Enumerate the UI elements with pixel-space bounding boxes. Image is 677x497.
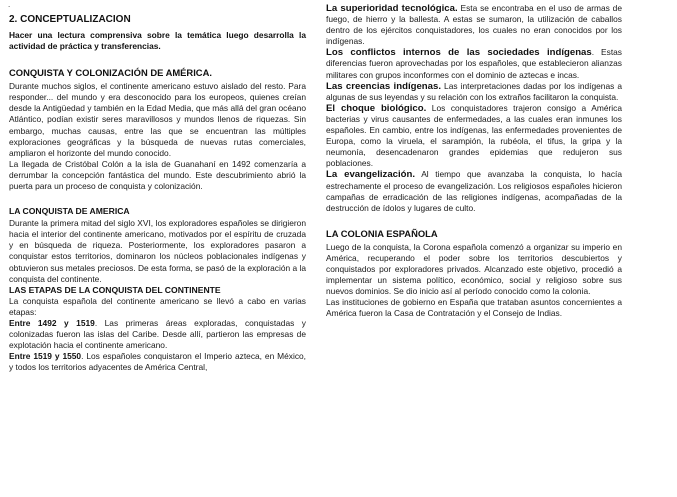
paragraph-organizacion-imperio: Luego de la conquista, la Corona española comenzó a organizar su imperio en América, recuperando el poder sobre los territorios descubiertos y conquistados por exploradores privados. Alcanzado este objetivo, procedió a implementar un sistema político, económico, social y religioso sobre sus nuevos dominios. Se dio inicio así al período conocido como la colonia. xyxy=(326,241,622,297)
bio-label: El choque biológico. xyxy=(326,102,427,114)
section-title: 2. CONCEPTUALIZACION xyxy=(9,14,131,25)
bio-text: Los conquistadores trajeron consigo a América bacterias y virus causantes de enfermedades, a las cuales eran inmunes los españoles. En cambio, entre los indígenas, las enfermedades provenientes de Europa, como la viruela, el sarampión, la rubéola, el tifus, la gripa y la neumonía, desencadenaron grandes epidemias que redujeron sus poblaciones. xyxy=(326,102,622,169)
evang-text: Al tiempo que avanzaba la conquista, lo hacía estrechamente el proceso de evangelización. Los religiosos españoles hicieron campañas de erradicación de las religiones indígenas, acompañadas de la destrucción de ídolos y lugares de culto. xyxy=(326,169,623,213)
heading-colonia-espanola: LA COLONIA ESPAÑOLA xyxy=(326,227,438,239)
tech-label: La superioridad tecnológica. xyxy=(326,3,458,14)
right-column xyxy=(326,0,622,319)
heading-conquista-america: LA CONQUISTA DE AMERICA xyxy=(9,206,130,217)
paragraph-etapas-intro: La conquista española del continente americano se llevó a cabo en varias etapas: xyxy=(9,295,306,317)
paragraph-superioridad-tecnologica xyxy=(326,3,622,47)
paragraph-continente-aislado: Durante muchos siglos, el continente americano estuvo aislado del resto. Para responder... del mundo y era desconocido para los europeos, quienes creían desde la Antigüedad y también en la Edad Media, que más allá del gran océano Atlántico, podían existir seres maravillosos y mundos llenos de riquezas. Sin embargo, muchas causas, entre las que se encuentran las múltiples exploraciones geográficas y la búsqueda de nuevas rutas comerciales, ampliaron el horizonte del mundo conocido. xyxy=(9,81,306,158)
paragraph-creencias-indigenas xyxy=(326,81,622,103)
task-instruction: Hacer una lectura comprensiva sobre la temática luego desarrolla la actividad de práctica y transferencias. xyxy=(9,30,306,52)
stray-dot-mark: . xyxy=(8,0,11,9)
beliefs-text: Las interpretaciones dadas por los indígenas a algunas de sus leyendas y su relación con los extraños facilitaron la conquista. xyxy=(326,80,622,102)
paragraph-etapa-1519 xyxy=(9,351,306,373)
stage-1-text: . Las primeras áreas exploradas, conquistadas y colonizadas fueron las islas del Caribe. Desde allí, partieron las empresas de explotación hacia el continente americano. xyxy=(9,317,306,351)
paragraph-etapa-1492 xyxy=(9,318,306,351)
paragraph-llegada-colon: La llegada de Cristóbal Colón a la isla de Guanahaní en 1492 comenzaría a derrumbar la concepción fantástica del mundo. Este descubrimiento abrió la puerta para un proceso de conquista y colonización. xyxy=(9,158,306,192)
paragraph-evangelizacion xyxy=(326,169,622,213)
conflicts-text: . Estas diferencias fueron aprovechadas por los españoles, que establecieron alianzas militares con grupos inconformes con el dominio de aztecas e incas. xyxy=(326,47,622,80)
stage-2-label: Entre 1519 y 1550 xyxy=(9,351,82,362)
left-column xyxy=(9,0,306,373)
beliefs-label: Las creencias indígenas. xyxy=(326,80,442,92)
heading-conquista-colonizacion: CONQUISTA Y COLONIZACIÓN DE AMÉRICA. xyxy=(9,67,212,79)
tech-text: Esta se encontraba en el uso de armas de fuego, de hierro y la ballesta. A estas se sumaron, la utilización de caballos dentro de los ejércitos conquistadores, los cuales no eran conocidos por los indígenas. xyxy=(326,3,622,47)
paragraph-instituciones-gobierno: Las instituciones de gobierno en España que trataban asuntos concernientes a América fueron la Casa de Contratación y el Consejo de Indias. xyxy=(326,297,622,319)
paragraph-exploradores: Durante la primera mitad del siglo XVI, los exploradores españoles se dirigieron hacia el interior del continente americano, motivados por el espíritu de cruzada y en búsqueda de riqueza. Posteriormente, los exploradores pasaron a conquistar estos territorios, dominaron los núcleos poblacionales indígenas y obtuvieron sus metales preciosos. De esta forma, se pasó de la exploración a la conquista del continente. xyxy=(9,218,307,284)
heading-etapas-conquista: LAS ETAPAS DE LA CONQUISTA DEL CONTINENTE xyxy=(9,284,221,295)
paragraph-conflictos-internos xyxy=(326,47,622,80)
evang-label: La evangelización. xyxy=(326,169,416,181)
stage-1-label: Entre 1492 y 1519 xyxy=(9,317,95,328)
stage-2-text: . Los españoles conquistaron el Imperio azteca, en México, y todos los territorios adyacentes de América Central, xyxy=(9,351,306,373)
paragraph-choque-biologico xyxy=(326,103,622,170)
conflicts-label: Los conflictos internos de las sociedades indígenas xyxy=(326,47,592,59)
